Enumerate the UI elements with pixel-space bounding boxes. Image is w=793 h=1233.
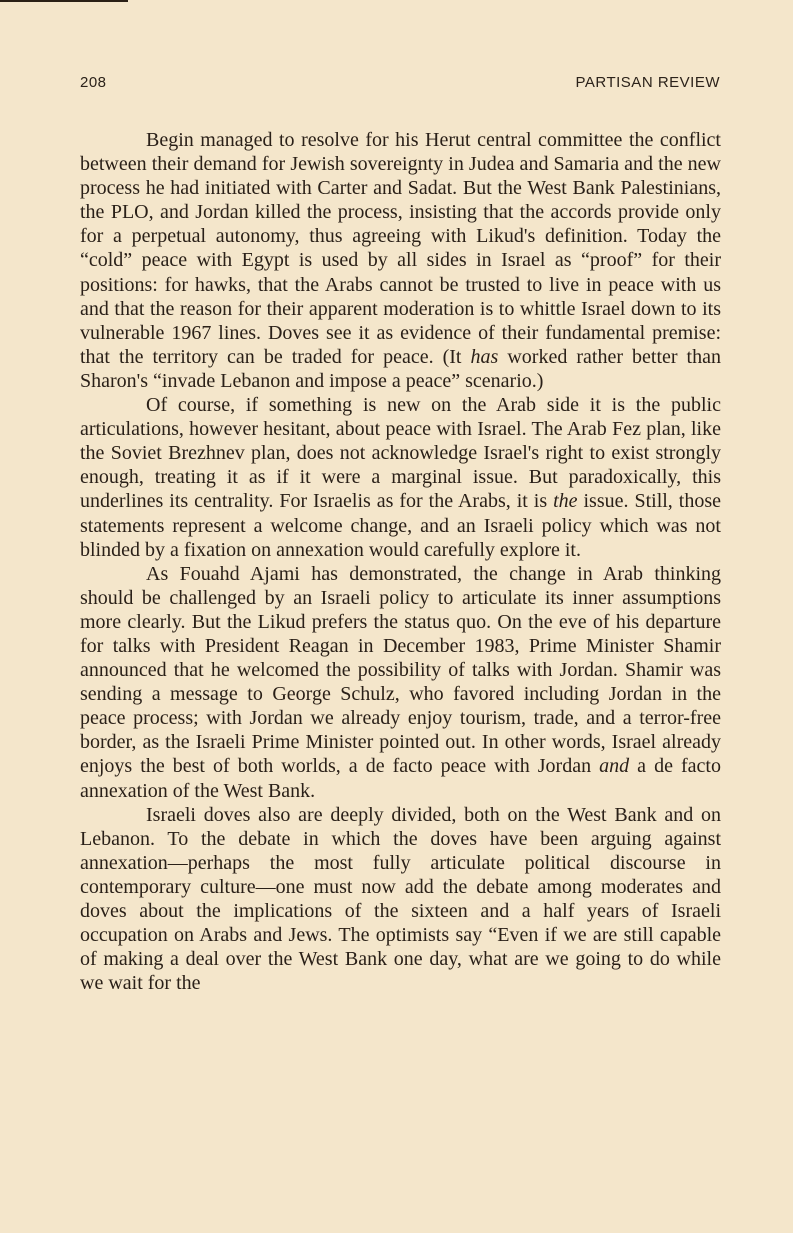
- body-text: [80, 128, 721, 995]
- paragraph-1: [80, 128, 721, 393]
- italic-emphasis: has: [470, 345, 499, 368]
- italic-emphasis: the: [553, 490, 578, 513]
- running-head: PARTISAN REVIEW: [575, 74, 720, 91]
- paragraph-3: [80, 562, 721, 803]
- paragraph-text: issue. Still, those statements represent a welcome change, and an Israeli policy which was not blinded by a fixation on annexation would carefully explore it.: [80, 490, 721, 561]
- page-number: 208: [80, 74, 107, 91]
- paragraph-text: Israeli doves also are deeply divided, both on the West Bank and on Lebanon. To the debate in which the doves have been arguing against annexation—perhaps the most fully articulate political discourse in contemporary culture—one must now add the debate among moderates and doves about the implications of the sixteen and a half years of Israeli occupation on Arabs and Jews. The optimists say “Even if we are still capable of making a deal over the West Bank one day, what are we going to do while we wait for the: [80, 803, 721, 995]
- paragraph-text: worked rather better than Sharon's “invade Lebanon and impose a peace” scenario.): [80, 345, 721, 392]
- paragraph-text: Begin managed to resolve for his Herut central committee the conflict between their demand for Jewish sovereignty in Judea and Samaria and the new process he had initiated with Carter and Sadat. But the West Bank Palestinians, the PLO, and Jordan killed the process, insisting that the accords provide only for a perpetual autonomy, thus agreeing with Likud's definition. Today the “cold” peace with Egypt is used by all sides in Israel as “proof” for their positions: for hawks, that the Arabs cannot be trusted to live in peace with us and that the reason for their apparent moderation is to whittle Israel down to its vulnerable 1967 lines. Doves see it as evidence of their fundamental premise: that the territory can be traded for peace. (It: [80, 129, 721, 368]
- italic-emphasis: and: [599, 755, 630, 778]
- paragraph-4: [80, 803, 721, 996]
- page-edge-line: [0, 0, 128, 2]
- paragraph-text: a de facto annexation of the West Bank.: [80, 755, 721, 802]
- paragraph-text: Of course, if something is new on the Arab side it is the public articulations, however hesitant, about peace with Israel. The Arab Fez plan, like the Soviet Brezhnev plan, does not acknowledge Israel's right to exist strongly enough, treating it as if it were a marginal issue. But paradoxically, this underlines its centrality. For Israelis as for the Arabs, it is: [80, 394, 721, 513]
- page-header: [80, 74, 720, 96]
- paragraph-text: As Fouahd Ajami has demonstrated, the change in Arab thinking should be challenged by an Israeli policy to articulate its inner assumptions more clearly. But the Likud prefers the status quo. On the eve of his departure for talks with President Reagan in December 1983, Prime Minister Shamir announced that he welcomed the possibility of talks with Jordan. Shamir was sending a message to George Schulz, who favored including Jordan in the peace process; with Jordan we already enjoy tourism, trade, and a terror-free border, as the Israeli Prime Minister pointed out. In other words, Israel already enjoys the best of both worlds, a de facto peace with Jordan: [80, 562, 721, 778]
- paragraph-2: [80, 393, 721, 562]
